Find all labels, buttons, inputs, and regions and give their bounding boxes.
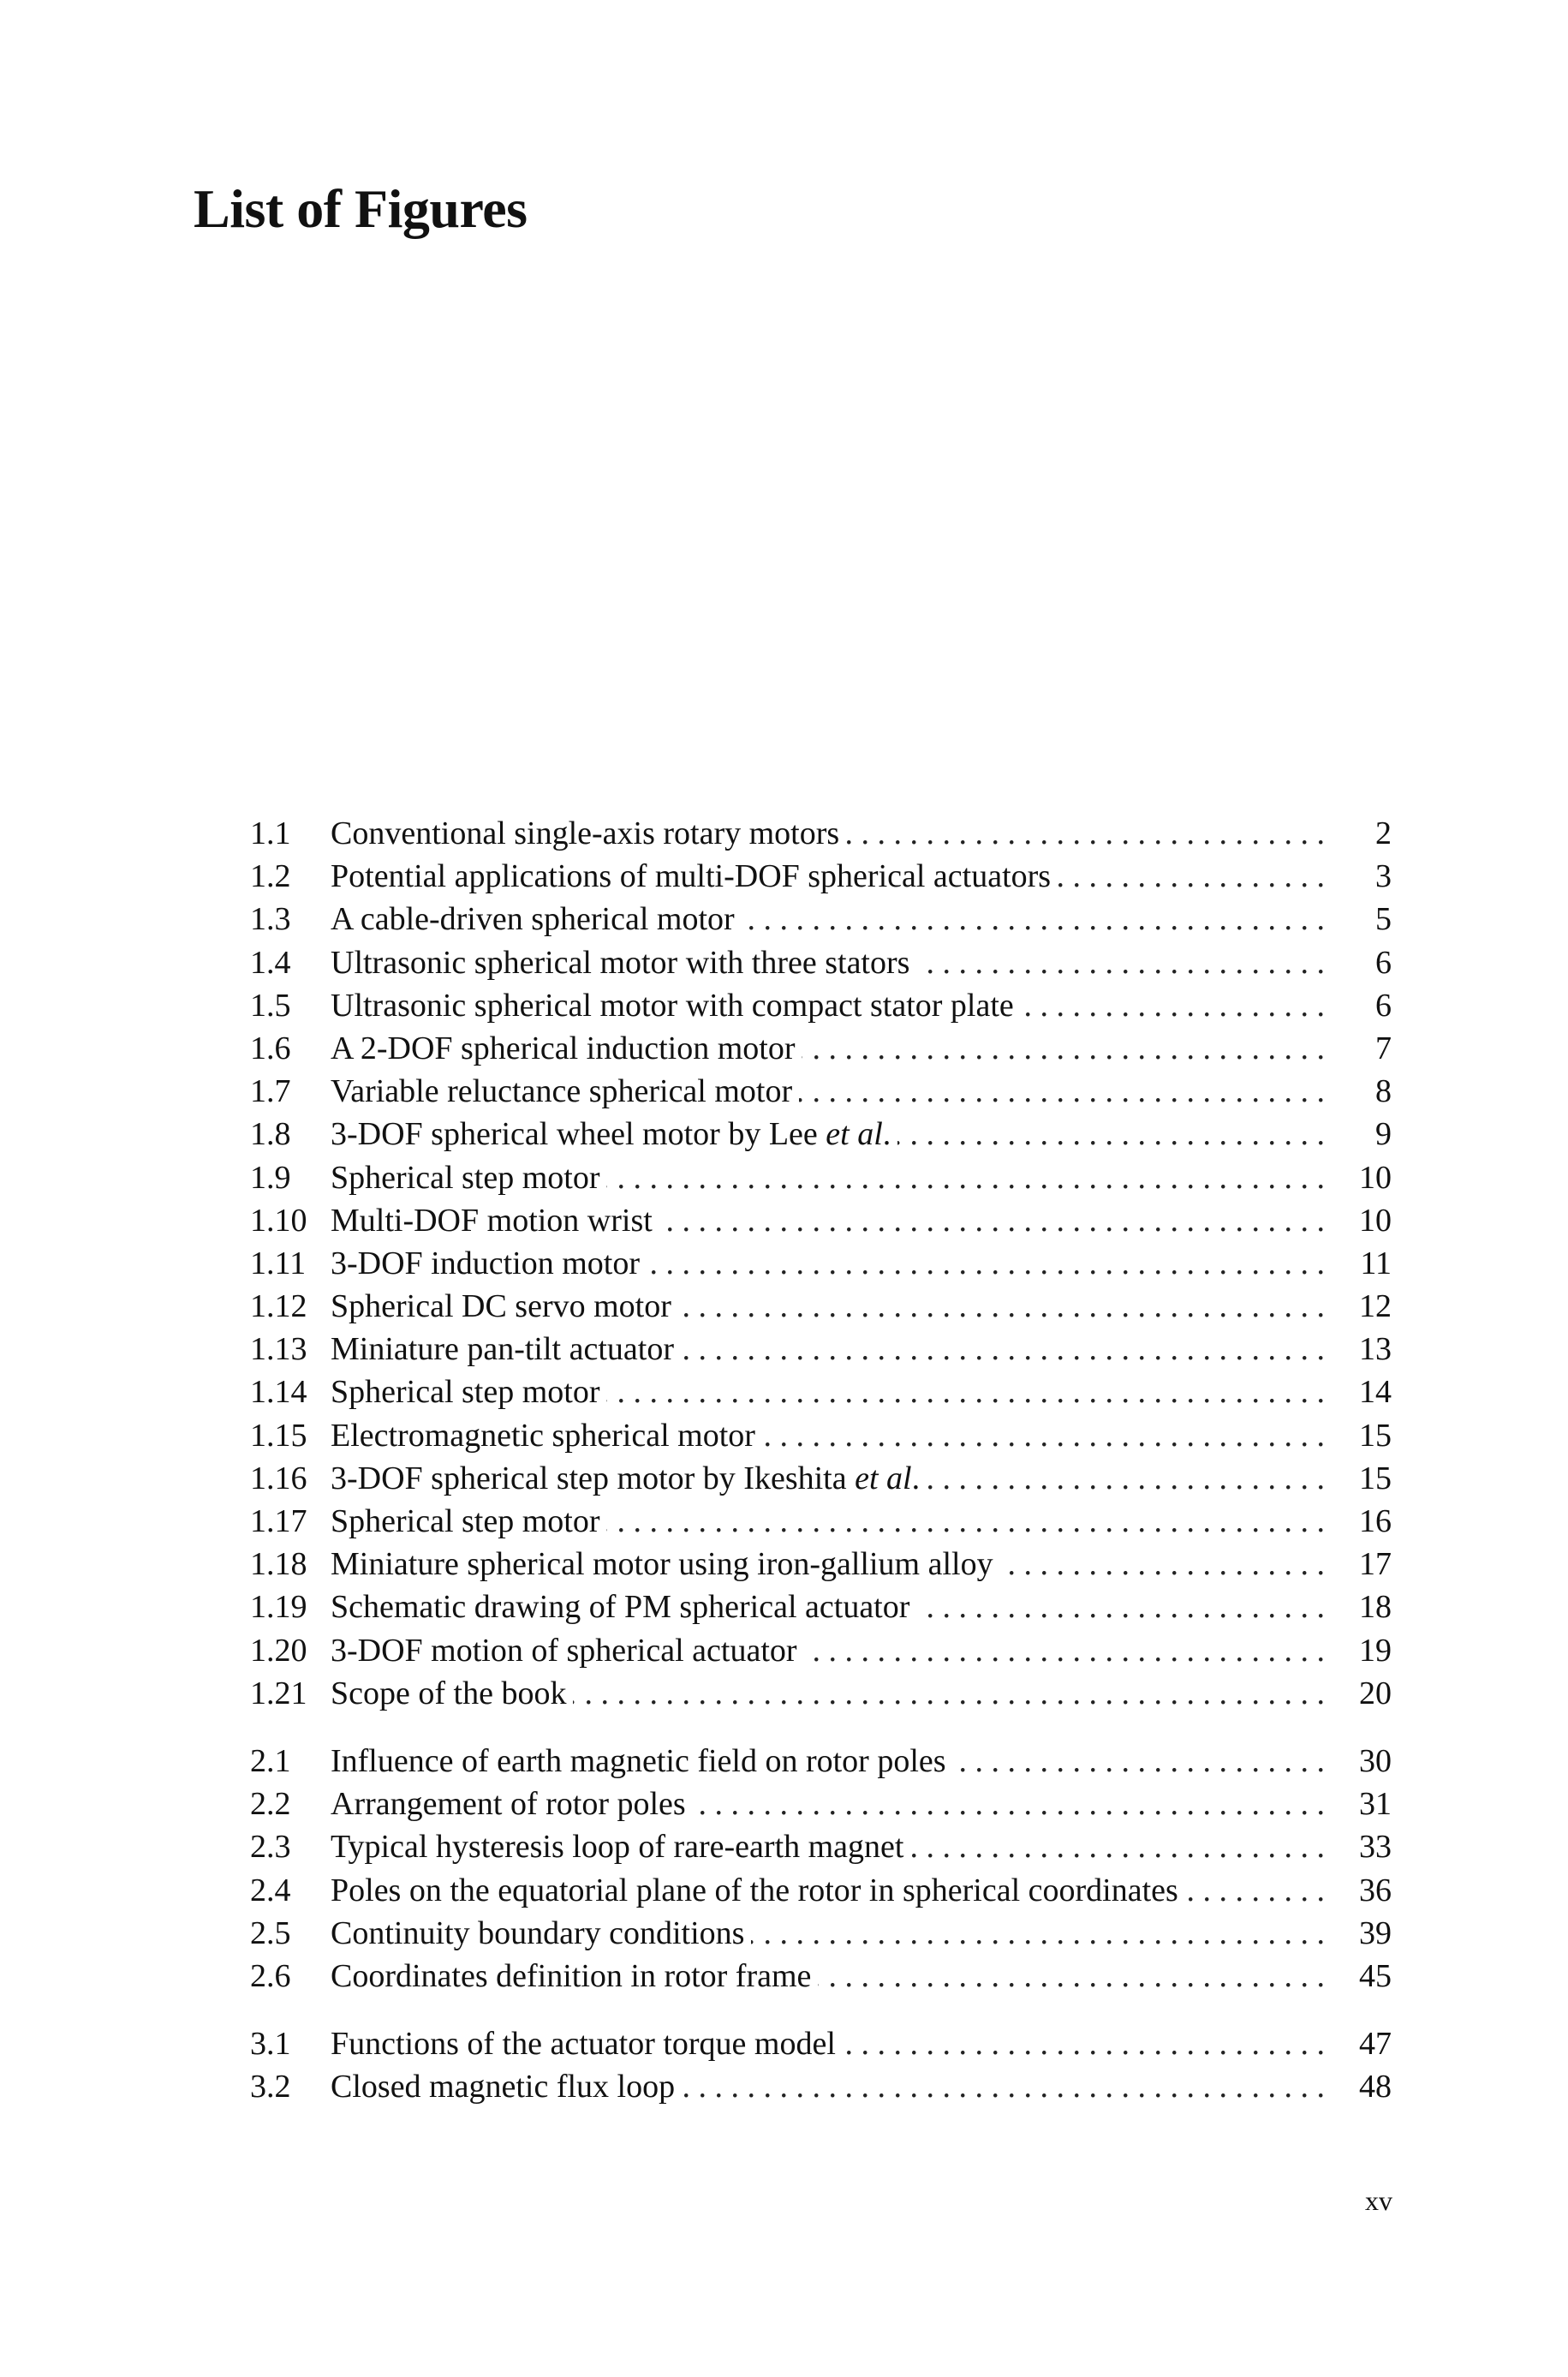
dot-leader (678, 1285, 1325, 1328)
figure-entry[interactable] (250, 1543, 1392, 1586)
page-title: List of Figures (194, 178, 528, 239)
figure-entry[interactable] (250, 984, 1392, 1027)
figure-number: 1.11 (250, 1245, 307, 1281)
figure-entry[interactable] (250, 1113, 1392, 1156)
figure-page: 18 (1359, 1589, 1392, 1626)
figure-entry[interactable] (250, 1070, 1392, 1113)
dot-leader (1185, 1869, 1325, 1912)
figure-page: 6 (1375, 987, 1392, 1024)
page-number: xv (1365, 2185, 1392, 2216)
figure-page: 48 (1359, 2069, 1392, 2105)
figure-entry[interactable] (250, 1629, 1392, 1672)
dot-leader (606, 1156, 1325, 1199)
figure-title: Coordinates definition in rotor frame (331, 1957, 812, 1994)
figure-title: Arrangement of rotor poles (331, 1786, 686, 1823)
dot-leader (693, 1783, 1325, 1825)
figure-number: 1.2 (250, 858, 291, 895)
figure-page: 39 (1359, 1914, 1392, 1951)
figure-entry[interactable] (250, 812, 1392, 855)
figure-number: 1.21 (250, 1675, 307, 1711)
figure-entry[interactable] (250, 1371, 1392, 1413)
figure-title: 3-DOF spherical step motor by Ikeshita et al. (331, 1460, 921, 1496)
figure-page: 19 (1359, 1632, 1392, 1669)
figure-title: Potential applications of multi-DOF spherical actuators (331, 858, 1052, 895)
figure-title: Spherical step motor (331, 1159, 600, 1196)
figure-entry[interactable] (250, 898, 1392, 941)
figure-number: 2.5 (250, 1914, 291, 1951)
figure-number: 1.19 (250, 1589, 307, 1626)
figure-title: Schematic drawing of PM spherical actuator (331, 1589, 910, 1626)
figure-number: 1.13 (250, 1331, 307, 1368)
dot-leader (927, 1457, 1325, 1500)
dot-leader (742, 898, 1325, 941)
dot-leader (1021, 984, 1325, 1027)
figure-title: Scope of the book (331, 1675, 567, 1711)
dot-leader (606, 1371, 1325, 1413)
figure-page: 7 (1375, 1030, 1392, 1066)
figure-title: A cable-driven spherical motor (331, 901, 735, 938)
figure-title: Functions of the actuator torque model (331, 2026, 836, 2063)
figure-number: 1.1 (250, 815, 291, 851)
figure-number: 2.2 (250, 1786, 291, 1823)
figure-number: 1.10 (250, 1202, 307, 1239)
figure-page: 36 (1359, 1872, 1392, 1908)
figure-entry[interactable] (250, 1740, 1392, 1783)
dot-leader (682, 2065, 1325, 2108)
figure-page: 20 (1359, 1675, 1392, 1711)
figure-number: 1.14 (250, 1374, 307, 1411)
figure-entry[interactable] (250, 1500, 1392, 1543)
dot-leader (647, 1242, 1325, 1285)
figure-entry[interactable] (250, 1285, 1392, 1328)
figure-group (250, 2022, 1392, 2108)
figure-title: Variable reluctance spherical motor (331, 1073, 793, 1110)
dot-leader (897, 1113, 1325, 1156)
figure-number: 2.4 (250, 1872, 291, 1908)
figure-number: 1.15 (250, 1417, 307, 1454)
figure-entry[interactable] (250, 1027, 1392, 1070)
figure-title: 3-DOF motion of spherical actuator (331, 1632, 797, 1669)
figure-title: 3-DOF induction motor (331, 1245, 640, 1281)
figure-title: Continuity boundary conditions (331, 1914, 745, 1951)
figure-entry[interactable] (250, 1912, 1392, 1955)
figure-title: Poles on the equatorial plane of the rotor in spherical coordinates (331, 1872, 1178, 1908)
figure-list (250, 812, 1392, 2133)
dot-leader (762, 1414, 1325, 1457)
dot-leader (802, 1027, 1325, 1070)
dot-leader (818, 1955, 1325, 1998)
figure-page: 11 (1360, 1245, 1392, 1281)
figure-number: 2.1 (250, 1742, 291, 1779)
figure-page: 13 (1359, 1331, 1392, 1368)
dot-leader (1000, 1543, 1325, 1586)
dot-leader (910, 1825, 1325, 1868)
figure-entry[interactable] (250, 1457, 1392, 1500)
figure-title: Ultrasonic spherical motor with three stators (331, 944, 910, 981)
figure-number: 3.1 (250, 2026, 291, 2063)
figure-title: Conventional single-axis rotary motors (331, 815, 840, 851)
figure-number: 1.6 (250, 1030, 291, 1066)
figure-number: 1.18 (250, 1546, 307, 1583)
figure-entry[interactable] (250, 1825, 1392, 1868)
figure-title: Miniature pan-tilt actuator (331, 1331, 674, 1368)
dot-leader (916, 1586, 1325, 1628)
figure-entry[interactable] (250, 2065, 1392, 2108)
dot-leader (606, 1500, 1325, 1543)
figure-number: 1.4 (250, 944, 291, 981)
figure-page: 8 (1375, 1073, 1392, 1110)
figure-title: Spherical step motor (331, 1374, 600, 1411)
figure-page: 2 (1375, 815, 1392, 851)
dot-leader (751, 1912, 1325, 1955)
dot-leader (916, 941, 1325, 984)
dot-leader (799, 1070, 1325, 1113)
figure-number: 1.3 (250, 901, 291, 938)
figure-title: Ultrasonic spherical motor with compact stator plate (331, 987, 1014, 1024)
figure-title-italic: et al (855, 1460, 912, 1496)
figure-title: Spherical DC servo motor (331, 1288, 671, 1325)
figure-page: 10 (1359, 1202, 1392, 1239)
figure-group (250, 812, 1392, 1715)
figure-entry[interactable] (250, 1156, 1392, 1199)
figure-page: 45 (1359, 1957, 1392, 1994)
dot-leader (804, 1629, 1325, 1672)
figure-entry[interactable] (250, 1242, 1392, 1285)
figure-title: Electromagnetic spherical motor (331, 1417, 755, 1454)
figure-number: 1.20 (250, 1632, 307, 1669)
figure-number: 1.9 (250, 1159, 291, 1196)
figure-number: 1.17 (250, 1503, 307, 1539)
figure-title: Spherical step motor (331, 1503, 600, 1539)
figure-entry[interactable] (250, 1869, 1392, 1912)
dot-leader (843, 2022, 1325, 2065)
figure-title: Multi-DOF motion wrist (331, 1202, 653, 1239)
figure-entry[interactable] (250, 1955, 1392, 1998)
figure-number: 3.2 (250, 2069, 291, 2105)
figure-title: A 2-DOF spherical induction motor (331, 1030, 796, 1066)
dot-leader (681, 1328, 1325, 1371)
figure-number: 1.12 (250, 1288, 307, 1325)
figure-entry[interactable] (250, 2022, 1392, 2065)
figure-entry[interactable] (250, 1328, 1392, 1371)
figure-page: 6 (1375, 944, 1392, 981)
dot-leader (659, 1199, 1325, 1242)
figure-entry[interactable] (250, 1199, 1392, 1242)
figure-title: Typical hysteresis loop of rare-earth magnet (331, 1829, 904, 1866)
figure-page: 3 (1375, 858, 1392, 895)
figure-page: 9 (1375, 1116, 1392, 1153)
figure-entry[interactable] (250, 1783, 1392, 1825)
figure-title: Closed magnetic flux loop (331, 2069, 676, 2105)
figure-page: 5 (1375, 901, 1392, 938)
dot-leader (953, 1740, 1325, 1783)
dot-leader (573, 1672, 1325, 1715)
figure-entry[interactable] (250, 855, 1392, 898)
figure-page: 16 (1359, 1503, 1392, 1539)
figure-entry[interactable] (250, 941, 1392, 984)
figure-page: 14 (1359, 1374, 1392, 1411)
figure-entry[interactable] (250, 1414, 1392, 1457)
figure-group (250, 1740, 1392, 1998)
figure-title: 3-DOF spherical wheel motor by Lee et al. (331, 1116, 891, 1153)
figure-number: 2.3 (250, 1829, 291, 1866)
figure-number: 1.7 (250, 1073, 291, 1110)
figure-page: 30 (1359, 1742, 1392, 1779)
figure-number: 2.6 (250, 1957, 291, 1994)
dot-leader (1058, 855, 1325, 898)
figure-entry[interactable] (250, 1672, 1392, 1715)
figure-page: 10 (1359, 1159, 1392, 1196)
figure-title: Miniature spherical motor using iron-gallium alloy (331, 1546, 993, 1583)
figure-page: 47 (1359, 2026, 1392, 2063)
figure-number: 1.16 (250, 1460, 307, 1496)
figure-title-italic: et al (826, 1116, 883, 1153)
figure-page: 17 (1359, 1546, 1392, 1583)
figure-page: 12 (1359, 1288, 1392, 1325)
figure-entry[interactable] (250, 1586, 1392, 1628)
figure-page: 15 (1359, 1417, 1392, 1454)
figure-title: Influence of earth magnetic field on rotor poles (331, 1742, 946, 1779)
dot-leader (846, 812, 1325, 855)
figure-number: 1.8 (250, 1116, 291, 1153)
figure-number: 1.5 (250, 987, 291, 1024)
figure-page: 33 (1359, 1829, 1392, 1866)
figure-page: 15 (1359, 1460, 1392, 1496)
figure-page: 31 (1359, 1786, 1392, 1823)
